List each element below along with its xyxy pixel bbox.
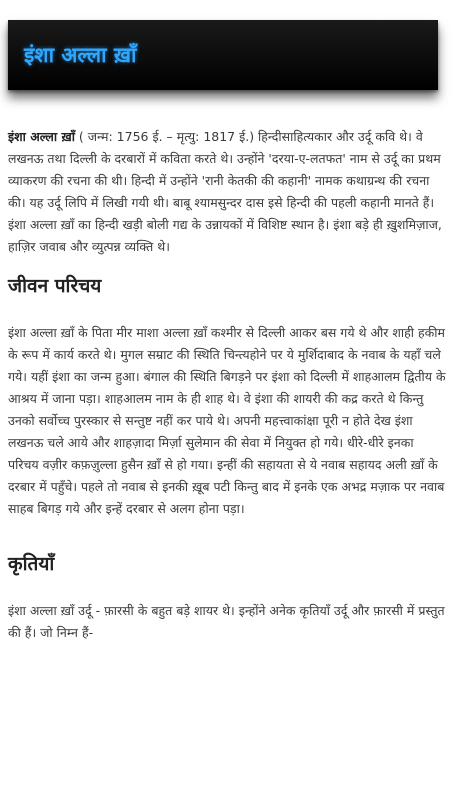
intro-name: इंशा अल्ला ख़ाँ xyxy=(8,129,75,144)
article-content xyxy=(0,126,460,644)
page-header xyxy=(0,0,460,126)
title-bar xyxy=(8,20,438,90)
biography-paragraph: इंशा अल्ला ख़ाँ के पिता मीर माशा अल्ला ख़ाँ कश्मीर से दिल्ली आकर बस गये थे और शाही हकीम के रूप में कार्य करते थे। मुगल सम्राट की स्थिति चिन्त्यहोने पर ये मुर्शिदाबाद के नवाब के यहाँ चले गये। यहीं इंशा का जन्म हुआ। बंगाल की स्थिति बिगड़ने पर इंशा को दिल्ली में शाहआलम द्वितीय के आश्रय में जाना पड़ा। शाहआलम नाम के ही शाह थे। वे इंशा की शायरी की कद्र करते थे किन्तु उनको सर्वोच्च पुरस्कार से सन्तुष्ट नहीं कर पाये थे। अपनी महत्त्वाकांक्षा पूरी न होते देख इंशा लखनऊ चले आये और शाहज़ादा मिर्ज़ा सुलेमान की सेवा में नियुक्त हो गये। धीरे-धीरे इनका परिचय वज़ीर कफ़ज़ुल्ला हुसैन ख़ाँ से हो गया। इन्हीं की सहायता से ये नवाब सहायद अली ख़ाँ के दरबार में पहुँचे। पहले तो नवाब से इनकी ख़ूब पटी किन्तु बाद में इनके एक अभद्र मज़ाक पर नवाब साहब बिगड़ गये और इन्हें दरबार से अलग होना पड़ा। xyxy=(8,325,446,516)
intro-paragraph xyxy=(0,126,460,258)
works-paragraph: इंशा अल्ला ख़ाँ उर्दू - फ़ारसी के बहुत बड़े शायर थे। इन्होंने अनेक कृतियाँ उर्दू और फ़ारसी में प्रस्तुत की हैं। जो निम्न हैं- xyxy=(8,603,445,640)
page-title: इंशा अल्ला ख़ाँ xyxy=(24,43,137,67)
intro-text: ( जन्म: 1756 ई. – मृत्यु: 1817 ई.) हिन्दीसाहित्यकार और उर्दू कवि थे। वे लखनऊ तथा दिल्ली के दरबारों में कविता करते थे। उन्होंने 'दरया-ए-लतफत' नाम से उर्दू का प्रथम व्याकरण की रचना की थी। हिन्दी में उन्होंने 'रानी केतकी की कहानी' नामक कथाग्रन्थ की रचना की। यह उर्दू लिपि में लिखी गयी थी। बाबू श्यामसुन्दर दास इसे हिन्दी की पहली कहानी मानते हैं। इंशा अल्ला ख़ाँ का हिन्दी खड़ी बोली गद्य के उन्नायकों में विशिष्ट स्थान है। इंशा बड़े ही ख़ुशमिज़ाज, हाज़िर जवाब और व्युत्पन्न व्यक्ति थे। xyxy=(8,129,442,254)
section-heading-biography: जीवन परिचय xyxy=(8,275,102,297)
section-heading-works: कृतियाँ xyxy=(8,553,55,575)
